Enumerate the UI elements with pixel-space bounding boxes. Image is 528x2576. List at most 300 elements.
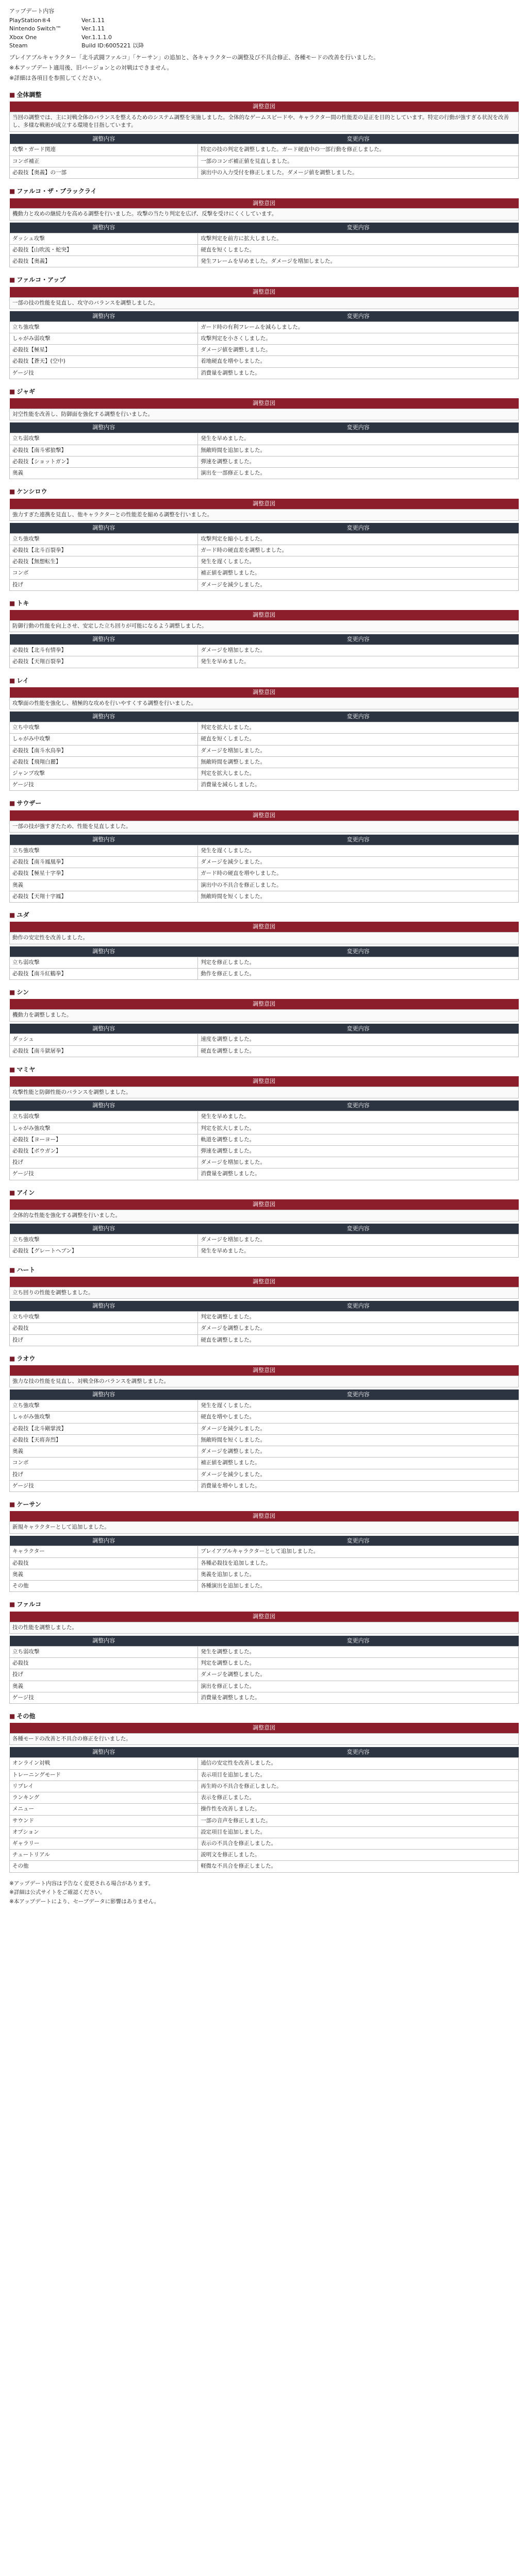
adjust-intent-text: 攻撃面の性能を強化し、積極的な攻めを行いやすくする調整を行いました。 bbox=[10, 698, 519, 709]
change-item-cell: しゃがみ弱攻撃 bbox=[10, 333, 198, 344]
adjust-intent-header: 調整意図 bbox=[10, 687, 519, 698]
change-detail-cell: 再生時の不具合を修正しました。 bbox=[198, 1781, 519, 1792]
change-detail-cell: ダメージを減少しました。 bbox=[198, 1423, 519, 1434]
square-bullet-icon: ■ bbox=[9, 488, 15, 496]
change-detail-cell: 演出中の入力受付を修正しました。ダメージ値を調整しました。 bbox=[198, 167, 519, 178]
column-header: 変更内容 bbox=[198, 422, 519, 433]
table-row bbox=[10, 433, 519, 445]
change-item-cell: 投げ bbox=[10, 1469, 198, 1480]
column-header: 調整内容 bbox=[10, 1536, 198, 1546]
change-table bbox=[9, 1301, 519, 1346]
adjust-intent-header: 調整意図 bbox=[10, 1277, 519, 1287]
change-item-cell: リプレイ bbox=[10, 1781, 198, 1792]
change-item-cell: 必殺技【飛翔白麗】 bbox=[10, 756, 198, 768]
section-title bbox=[9, 1499, 519, 1511]
change-detail-cell: ダメージを増加しました。 bbox=[198, 1157, 519, 1168]
adjust-intent-table bbox=[9, 198, 519, 221]
change-detail-cell: 各種必殺技を追加しました。 bbox=[198, 1557, 519, 1569]
table-row bbox=[10, 1581, 519, 1592]
adjust-intent-header: 調整意図 bbox=[10, 999, 519, 1009]
change-item-cell: 必殺技 bbox=[10, 1557, 198, 1569]
change-detail-cell: 硬直を調整しました。 bbox=[198, 1334, 519, 1346]
update-section bbox=[9, 1265, 519, 1346]
adjust-intent-table bbox=[9, 1511, 519, 1533]
change-detail-cell: 速度を調整しました。 bbox=[198, 1034, 519, 1045]
update-section bbox=[9, 90, 519, 179]
change-detail-cell: 設定項目を追加しました。 bbox=[198, 1826, 519, 1838]
table-row bbox=[10, 756, 519, 768]
change-item-cell: 必殺技【北斗百裂拳】 bbox=[10, 545, 198, 556]
change-detail-cell: 発生を調整しました。 bbox=[198, 1646, 519, 1657]
change-item-cell: 必殺技【北斗剛掌波】 bbox=[10, 1423, 198, 1434]
change-item-cell: 必殺技【南斗水鳥拳】 bbox=[10, 745, 198, 756]
change-detail-cell: ダメージを調整しました。 bbox=[198, 1669, 519, 1681]
adjust-intent-table bbox=[9, 687, 519, 709]
section-title-text: マミヤ bbox=[16, 1065, 36, 1073]
change-detail-cell: 演出中の不具合を修正しました。 bbox=[198, 879, 519, 891]
change-item-cell: 必殺技【南斗紅鶴拳】 bbox=[10, 968, 198, 979]
change-item-cell: チュートリアル bbox=[10, 1850, 198, 1861]
change-detail-cell: 説明文を修正しました。 bbox=[198, 1850, 519, 1861]
table-row bbox=[10, 1546, 519, 1557]
column-header: 調整内容 bbox=[10, 835, 198, 845]
change-detail-cell: 硬直を短くしました。 bbox=[198, 244, 519, 256]
change-item-cell: オンライン対戦 bbox=[10, 1758, 198, 1769]
adjust-intent-table bbox=[9, 499, 519, 521]
change-detail-cell: 着地硬直を増やしました。 bbox=[198, 356, 519, 367]
update-section bbox=[9, 275, 519, 379]
table-row bbox=[10, 1861, 519, 1872]
intro-text bbox=[9, 54, 519, 82]
table-row bbox=[10, 1246, 519, 1257]
column-header: 変更内容 bbox=[198, 1536, 519, 1546]
change-item-cell: 必殺技【ショットガン】 bbox=[10, 456, 198, 467]
change-detail-cell: 判定を拡大しました。 bbox=[198, 768, 519, 779]
adjust-intent-text: 機動力と攻めの継続力を高める調整を行いました。攻撃の当たり判定を広げ、反撃を受けにくくしています。 bbox=[10, 209, 519, 220]
table-row bbox=[10, 244, 519, 256]
change-item-cell: 必殺技【南斗獄屠拳】 bbox=[10, 1045, 198, 1057]
table-row bbox=[10, 1034, 519, 1045]
square-bullet-icon: ■ bbox=[9, 91, 15, 98]
square-bullet-icon: ■ bbox=[9, 188, 15, 195]
intro-paragraph: ※詳細は各項目を参照してください。 bbox=[9, 74, 105, 81]
change-detail-cell: 各種演出を追加しました。 bbox=[198, 1581, 519, 1592]
column-header: 変更内容 bbox=[198, 1100, 519, 1111]
table-row bbox=[10, 167, 519, 178]
table-row bbox=[10, 656, 519, 668]
table-row bbox=[10, 1111, 519, 1123]
change-detail-cell: 攻撃判定を小さくしました。 bbox=[198, 333, 519, 344]
adjust-intent-table bbox=[9, 999, 519, 1021]
adjust-intent-header: 調整意図 bbox=[10, 1199, 519, 1210]
change-item-cell: コンボ補正 bbox=[10, 156, 198, 167]
update-section bbox=[9, 186, 519, 267]
change-item-cell: 必殺技【天翔十字鳳】 bbox=[10, 891, 198, 902]
square-bullet-icon: ■ bbox=[9, 1501, 15, 1508]
update-section bbox=[9, 1353, 519, 1492]
adjust-intent-table bbox=[9, 1612, 519, 1634]
change-detail-cell: 弾速を調整しました。 bbox=[198, 1146, 519, 1157]
change-item-cell: 攻撃・ガード関連 bbox=[10, 144, 198, 156]
table-row bbox=[10, 445, 519, 456]
change-detail-cell: 演出を修正しました。 bbox=[198, 1681, 519, 1692]
section-title-text: 全体調整 bbox=[16, 91, 42, 98]
section-title bbox=[9, 90, 519, 101]
change-item-cell: ランキング bbox=[10, 1792, 198, 1804]
table-row bbox=[10, 745, 519, 756]
change-item-cell: 必殺技【山吹流・蛇突】 bbox=[10, 244, 198, 256]
adjust-intent-header: 調整意図 bbox=[10, 101, 519, 112]
update-section bbox=[9, 1711, 519, 1873]
change-item-cell: 必殺技 bbox=[10, 1323, 198, 1334]
change-item-cell: 奥義 bbox=[10, 1569, 198, 1580]
update-section bbox=[9, 486, 519, 591]
section-title-text: その他 bbox=[16, 1712, 36, 1720]
change-item-cell: 必殺技【ヨーヨー】 bbox=[10, 1134, 198, 1145]
change-table bbox=[9, 1389, 519, 1492]
adjust-intent-header: 調整意図 bbox=[10, 198, 519, 209]
change-detail-cell: 通信の安定性を改善しました。 bbox=[198, 1758, 519, 1769]
update-section bbox=[9, 598, 519, 668]
update-section bbox=[9, 1188, 519, 1258]
change-item-cell: 投げ bbox=[10, 1157, 198, 1168]
change-detail-cell: 動作を修正しました。 bbox=[198, 968, 519, 979]
square-bullet-icon: ■ bbox=[9, 276, 15, 284]
column-header: 変更内容 bbox=[198, 1024, 519, 1034]
adjust-intent-text: 動作の安定性を改善しました。 bbox=[10, 933, 519, 944]
intro-paragraph: プレイアブルキャラクター「北斗武闘ファルコ」「ケーサン」の追加と、各キャラクターの調整及び不具合修正、各種モードの改善を行いました。 bbox=[9, 54, 380, 61]
change-item-cell: 立ち強攻撃 bbox=[10, 845, 198, 856]
adjust-intent-text: 機動力を調整しました。 bbox=[10, 1010, 519, 1021]
section-title-text: ファルコ・アップ bbox=[16, 276, 66, 284]
adjust-intent-text: 当回の調整では、主に対戦全体のバランスを整えるためのシステム調整を実施しました。全体的なゲームスピードや、キャラクター間の性能差の是正を目的としています。特定の行動が強すぎる状況を改善し、多様な戦術が成立する環境を目指しています。 bbox=[10, 112, 519, 131]
section-title bbox=[9, 386, 519, 398]
column-header: 調整内容 bbox=[10, 946, 198, 957]
table-row bbox=[10, 1146, 519, 1157]
table-row bbox=[10, 1692, 519, 1703]
adjust-intent-text: 防御行動の性能を向上させ、安定した立ち回りが可能になるよう調整しました。 bbox=[10, 621, 519, 632]
change-item-cell: 立ち弱攻撃 bbox=[10, 1646, 198, 1657]
adjust-intent-text: 一部の技が強すぎたため、性能を見直しました。 bbox=[10, 821, 519, 832]
change-item-cell: 必殺技【無想転生】 bbox=[10, 556, 198, 568]
change-item-cell: 立ち弱攻撃 bbox=[10, 957, 198, 968]
section-title bbox=[9, 186, 519, 198]
column-header: 調整内容 bbox=[10, 1224, 198, 1234]
update-sections bbox=[9, 90, 519, 1873]
change-detail-cell: 消費量を増やしました。 bbox=[198, 1480, 519, 1492]
change-detail-cell: 操作性を改善しました。 bbox=[198, 1804, 519, 1815]
section-title-text: レイ bbox=[16, 676, 29, 684]
change-item-cell: 必殺技【天将奔烈】 bbox=[10, 1434, 198, 1446]
table-row bbox=[10, 367, 519, 379]
table-row bbox=[10, 1469, 519, 1480]
change-detail-cell: ガード時の硬直を増やしました。 bbox=[198, 868, 519, 879]
column-header: 調整内容 bbox=[10, 422, 198, 433]
square-bullet-icon: ■ bbox=[9, 676, 15, 684]
adjust-intent-text: 強力な技の性能を見直し、対戦全体のバランスを調整しました。 bbox=[10, 1376, 519, 1387]
adjust-intent-table bbox=[9, 810, 519, 833]
section-title bbox=[9, 1711, 519, 1723]
section-title bbox=[9, 987, 519, 999]
change-table bbox=[9, 1100, 519, 1180]
platform-version: Ver.1.1.1.0 bbox=[81, 33, 112, 41]
adjust-intent-table bbox=[9, 287, 519, 309]
column-header: 変更内容 bbox=[198, 1389, 519, 1400]
change-detail-cell: 発生を遅くしました。 bbox=[198, 845, 519, 856]
square-bullet-icon: ■ bbox=[9, 1189, 15, 1196]
change-table bbox=[9, 422, 519, 479]
change-table bbox=[9, 223, 519, 268]
platform-version: Build ID:6005221 以降 bbox=[81, 42, 144, 49]
change-detail-cell: 無敵時間を短くしました。 bbox=[198, 891, 519, 902]
column-header: 変更内容 bbox=[198, 134, 519, 144]
intro-paragraph: ※本アップデート適用後、旧バージョンとの対戦はできません。 bbox=[9, 64, 173, 71]
section-title-text: ファルコ bbox=[16, 1601, 42, 1608]
change-item-cell: 必殺技【奥義】の一部 bbox=[10, 167, 198, 178]
section-title-text: トキ bbox=[16, 599, 29, 607]
adjust-intent-table bbox=[9, 1076, 519, 1098]
change-detail-cell: 無敵時間を短くしました。 bbox=[198, 1434, 519, 1446]
change-detail-cell: 表示の不具合を修正しました。 bbox=[198, 1838, 519, 1849]
table-row bbox=[10, 1681, 519, 1692]
column-header: 調整内容 bbox=[10, 1389, 198, 1400]
table-row bbox=[10, 1434, 519, 1446]
change-detail-cell: ダメージを増加しました。 bbox=[198, 645, 519, 656]
column-header: 調整内容 bbox=[10, 311, 198, 321]
change-detail-cell: 消費量を調整しました。 bbox=[198, 367, 519, 379]
table-row bbox=[10, 579, 519, 590]
table-row bbox=[10, 1850, 519, 1861]
adjust-intent-table bbox=[9, 1723, 519, 1745]
adjust-intent-text: 新規キャラクターとして追加しました。 bbox=[10, 1522, 519, 1533]
change-item-cell: 投げ bbox=[10, 1334, 198, 1346]
update-section bbox=[9, 1499, 519, 1592]
section-title bbox=[9, 1353, 519, 1365]
table-row bbox=[10, 568, 519, 579]
change-detail-cell: 補正値を調整しました。 bbox=[198, 568, 519, 579]
square-bullet-icon: ■ bbox=[9, 387, 15, 395]
doc-title: アップデート内容 bbox=[9, 8, 55, 14]
change-item-cell: 奥義 bbox=[10, 1446, 198, 1458]
section-title-text: ジャギ bbox=[16, 387, 36, 395]
section-title-text: ラオウ bbox=[16, 1354, 36, 1362]
change-detail-cell: 消費量を調整しました。 bbox=[198, 1168, 519, 1180]
update-section bbox=[9, 1599, 519, 1704]
table-row bbox=[10, 1312, 519, 1323]
change-detail-cell: 攻撃判定を前方に拡大しました。 bbox=[198, 233, 519, 244]
adjust-intent-text: 各種モードの改善と不具合の修正を行いました。 bbox=[10, 1734, 519, 1745]
change-item-cell: 立ち弱攻撃 bbox=[10, 433, 198, 445]
change-detail-cell: 発生フレームを早めました。ダメージを増加しました。 bbox=[198, 256, 519, 267]
change-item-cell: 投げ bbox=[10, 579, 198, 590]
change-detail-cell: 消費量を調整しました。 bbox=[198, 1692, 519, 1703]
section-title-text: ケーサン bbox=[16, 1501, 41, 1508]
table-row bbox=[10, 845, 519, 856]
change-item-cell: コンボ bbox=[10, 1458, 198, 1469]
table-row bbox=[10, 1234, 519, 1246]
change-detail-cell: 発生を早めました。 bbox=[198, 656, 519, 668]
section-title-text: シン bbox=[16, 988, 29, 996]
change-table bbox=[9, 711, 519, 791]
adjust-intent-header: 調整意図 bbox=[10, 499, 519, 509]
table-row bbox=[10, 1480, 519, 1492]
change-item-cell: サウンド bbox=[10, 1815, 198, 1826]
square-bullet-icon: ■ bbox=[9, 1266, 15, 1274]
change-detail-cell: 判定を調整しました。 bbox=[198, 1312, 519, 1323]
square-bullet-icon: ■ bbox=[9, 599, 15, 607]
section-title bbox=[9, 1265, 519, 1277]
section-title-text: ファルコ・ザ・ブラックライ bbox=[16, 188, 97, 195]
change-detail-cell: 一部の音声を修正しました。 bbox=[198, 1815, 519, 1826]
change-item-cell: ゲージ技 bbox=[10, 1692, 198, 1703]
change-item-cell: 必殺技【北斗有情拳】 bbox=[10, 645, 198, 656]
change-detail-cell: 硬直を増やしました。 bbox=[198, 1412, 519, 1423]
column-header: 調整内容 bbox=[10, 1100, 198, 1111]
change-item-cell: 立ち中攻撃 bbox=[10, 1312, 198, 1323]
change-item-cell: 立ち中攻撃 bbox=[10, 722, 198, 734]
table-row bbox=[10, 1123, 519, 1134]
change-detail-cell: ダメージを減少しました。 bbox=[198, 579, 519, 590]
table-row bbox=[10, 1646, 519, 1657]
change-item-cell: ギャラリー bbox=[10, 1838, 198, 1849]
change-detail-cell: 発生を早めました。 bbox=[198, 1246, 519, 1257]
table-row bbox=[10, 1045, 519, 1057]
adjust-intent-table bbox=[9, 101, 519, 131]
table-row bbox=[10, 1792, 519, 1804]
column-header: 変更内容 bbox=[198, 634, 519, 645]
square-bullet-icon: ■ bbox=[9, 911, 15, 919]
adjust-intent-text: 強力すぎた連携を見直し、他キャラクターとの性能差を縮める調整を行いました。 bbox=[10, 509, 519, 520]
change-detail-cell: 判定を拡大しました。 bbox=[198, 1123, 519, 1134]
adjust-intent-text: 一部の技の性能を見直し、攻守のバランスを調整しました。 bbox=[10, 297, 519, 309]
adjust-intent-header: 調整意図 bbox=[10, 1076, 519, 1087]
change-detail-cell: ダメージ値を調整しました。 bbox=[198, 345, 519, 356]
adjust-intent-header: 調整意図 bbox=[10, 1612, 519, 1622]
table-row bbox=[10, 1557, 519, 1569]
change-detail-cell: ダメージを減少しました。 bbox=[198, 1469, 519, 1480]
adjust-intent-table bbox=[9, 610, 519, 632]
adjust-intent-header: 調整意図 bbox=[10, 398, 519, 409]
column-header: 調整内容 bbox=[10, 634, 198, 645]
change-item-cell: 必殺技【南斗邪狼撃】 bbox=[10, 445, 198, 456]
change-item-cell: 奥義 bbox=[10, 1681, 198, 1692]
update-section bbox=[9, 910, 519, 980]
column-header: 変更内容 bbox=[198, 223, 519, 233]
change-item-cell: 必殺技【極星】 bbox=[10, 345, 198, 356]
change-table bbox=[9, 946, 519, 980]
table-row bbox=[10, 879, 519, 891]
table-row bbox=[10, 1758, 519, 1769]
platform-version: Ver.1.11 bbox=[81, 25, 105, 32]
adjust-intent-text: 立ち回りの性能を調整しました。 bbox=[10, 1287, 519, 1298]
change-detail-cell: 弾速を調整しました。 bbox=[198, 456, 519, 467]
change-item-cell: 立ち強攻撃 bbox=[10, 321, 198, 333]
change-table bbox=[9, 311, 519, 379]
change-item-cell: しゃがみ強攻撃 bbox=[10, 1412, 198, 1423]
table-row bbox=[10, 1400, 519, 1412]
change-detail-cell: 一部のコンボ補正値を見直しました。 bbox=[198, 156, 519, 167]
change-item-cell: ゲージ技 bbox=[10, 779, 198, 791]
change-item-cell: 奥義 bbox=[10, 467, 198, 479]
column-header: 調整内容 bbox=[10, 1636, 198, 1646]
change-item-cell: ゲージ技 bbox=[10, 1480, 198, 1492]
version-row bbox=[9, 25, 519, 33]
change-item-cell: ゲージ技 bbox=[10, 1168, 198, 1180]
section-title bbox=[9, 1064, 519, 1076]
change-detail-cell: 補正値を調整しました。 bbox=[198, 1458, 519, 1469]
change-item-cell: 必殺技【南斗鳳凰拳】 bbox=[10, 857, 198, 868]
column-header: 変更内容 bbox=[198, 1636, 519, 1646]
column-header: 調整内容 bbox=[10, 1024, 198, 1034]
table-row bbox=[10, 1838, 519, 1849]
table-row bbox=[10, 1157, 519, 1168]
table-row bbox=[10, 456, 519, 467]
table-row bbox=[10, 321, 519, 333]
change-item-cell: 立ち強攻撃 bbox=[10, 1234, 198, 1246]
change-detail-cell: 攻撃判定を縮小しました。 bbox=[198, 533, 519, 545]
table-row bbox=[10, 1769, 519, 1781]
change-item-cell: ダッシュ bbox=[10, 1034, 198, 1045]
table-row bbox=[10, 1815, 519, 1826]
change-detail-cell: 軌道を調整しました。 bbox=[198, 1134, 519, 1145]
section-title-text: アイン bbox=[16, 1189, 35, 1196]
update-section bbox=[9, 675, 519, 791]
footer-note: ※アップデート内容は予告なく変更される場合があります。 bbox=[9, 1880, 154, 1887]
change-item-cell: メニュー bbox=[10, 1804, 198, 1815]
change-item-cell: 投げ bbox=[10, 1669, 198, 1681]
column-header: 調整内容 bbox=[10, 223, 198, 233]
update-section bbox=[9, 987, 519, 1057]
table-row bbox=[10, 1334, 519, 1346]
column-header: 調整内容 bbox=[10, 134, 198, 144]
table-row bbox=[10, 891, 519, 902]
change-item-cell: オプション bbox=[10, 1826, 198, 1838]
change-item-cell: ジャンプ攻撃 bbox=[10, 768, 198, 779]
change-item-cell: 立ち弱攻撃 bbox=[10, 1111, 198, 1123]
change-table bbox=[9, 523, 519, 591]
column-header: 変更内容 bbox=[198, 1747, 519, 1757]
version-list bbox=[9, 16, 519, 50]
change-item-cell: キャラクター bbox=[10, 1546, 198, 1557]
change-detail-cell: 奥義を追加しました。 bbox=[198, 1569, 519, 1580]
table-row bbox=[10, 1569, 519, 1580]
column-header: 調整内容 bbox=[10, 1747, 198, 1757]
table-row bbox=[10, 779, 519, 791]
column-header: 変更内容 bbox=[198, 835, 519, 845]
section-title bbox=[9, 675, 519, 687]
column-header: 調整内容 bbox=[10, 523, 198, 533]
table-row bbox=[10, 768, 519, 779]
change-table bbox=[9, 835, 519, 903]
version-row bbox=[9, 16, 519, 25]
adjust-intent-header: 調整意図 bbox=[10, 1723, 519, 1733]
footer-note: ※本アップデートにより、セーブデータに影響はありません。 bbox=[9, 1899, 160, 1905]
table-row bbox=[10, 533, 519, 545]
change-detail-cell: ダメージを調整しました。 bbox=[198, 1446, 519, 1458]
change-detail-cell: 発生を早めました。 bbox=[198, 433, 519, 445]
square-bullet-icon: ■ bbox=[9, 1601, 15, 1608]
change-detail-cell: ガード時の硬直差を調整しました。 bbox=[198, 545, 519, 556]
column-header: 調整内容 bbox=[10, 1301, 198, 1311]
change-detail-cell: ダメージを増加しました。 bbox=[198, 745, 519, 756]
change-item-cell: しゃがみ強攻撃 bbox=[10, 1123, 198, 1134]
section-title bbox=[9, 598, 519, 610]
change-item-cell: 奥義 bbox=[10, 879, 198, 891]
change-item-cell: 必殺技【ボウガン】 bbox=[10, 1146, 198, 1157]
table-row bbox=[10, 1168, 519, 1180]
table-row bbox=[10, 1446, 519, 1458]
adjust-intent-header: 調整意図 bbox=[10, 610, 519, 620]
